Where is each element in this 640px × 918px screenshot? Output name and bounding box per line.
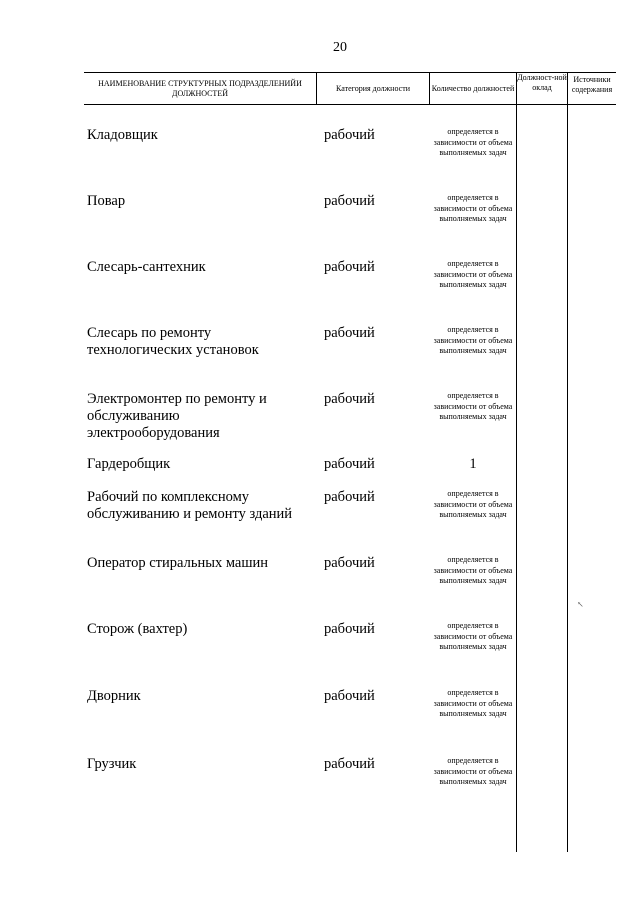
column-divider: [516, 72, 517, 852]
row-quantity: определяется в зависимости от объема выполняемых задач: [433, 489, 513, 519]
row-name: Слесарь по ремонту технологических установок: [87, 325, 259, 358]
row-category: рабочий: [324, 456, 375, 472]
row-quantity: определяется в зависимости от объема выполняемых задач: [433, 325, 513, 355]
row-category: рабочий: [324, 756, 375, 772]
column-divider: [429, 72, 430, 104]
row-name: Электромонтер по ремонту и обслуживанию электрооборудования: [87, 391, 267, 441]
row-category: рабочий: [324, 489, 375, 505]
column-divider: [567, 72, 568, 852]
row-quantity: определяется в зависимости от объема выполняемых задач: [433, 391, 513, 421]
row-quantity: определяется в зависимости от объема выполняемых задач: [433, 127, 513, 157]
row-name: Дворник: [87, 688, 141, 704]
header-name: НАИМЕНОВАНИЕ СТРУКТУРНЫХ ПОДРАЗДЕЛЕНИЙИ ДОЛЖНОСТЕЙ: [98, 78, 302, 98]
row-quantity: 1: [469, 456, 477, 472]
row-category: рабочий: [324, 127, 375, 143]
row-name: Гардеробщик: [87, 456, 171, 472]
row-quantity: определяется в зависимости от объема выполняемых задач: [433, 555, 513, 585]
row-quantity: определяется в зависимости от объема выполняемых задач: [433, 259, 513, 289]
table-header: [84, 72, 616, 105]
row-category: рабочий: [324, 621, 375, 637]
header-source: Источники содержания: [571, 75, 613, 94]
row-name: Кладовщик: [87, 127, 158, 143]
row-category: рабочий: [324, 259, 375, 275]
row-name: Повар: [87, 193, 126, 209]
page-number: 20: [333, 40, 347, 55]
scan-mark-icon: ↖: [577, 600, 584, 609]
row-category: рабочий: [324, 193, 375, 209]
row-quantity: определяется в зависимости от объема выполняемых задач: [433, 688, 513, 718]
row-category: рабочий: [324, 688, 375, 704]
row-name: Рабочий по комплексному обслуживанию и ремонту зданий: [87, 489, 293, 522]
row-name: Грузчик: [87, 756, 137, 772]
header-salary: Должност-ной оклад: [517, 73, 567, 92]
row-name: Слесарь-сантехник: [87, 259, 206, 275]
row-category: рабочий: [324, 391, 375, 407]
row-quantity: определяется в зависимости от объема выполняемых задач: [433, 193, 513, 223]
staff-table: [84, 72, 616, 852]
row-category: рабочий: [324, 325, 375, 341]
row-quantity: определяется в зависимости от объема выполняемых задач: [433, 756, 513, 786]
row-category: рабочий: [324, 555, 375, 571]
row-name: Сторож (вахтер): [87, 621, 188, 637]
header-quantity: Количество должностей: [431, 83, 515, 93]
row-quantity: определяется в зависимости от объема выполняемых задач: [433, 621, 513, 651]
row-name: Оператор стиральных машин: [87, 555, 269, 571]
header-category: Категория должности: [336, 83, 410, 93]
column-divider: [316, 72, 317, 104]
